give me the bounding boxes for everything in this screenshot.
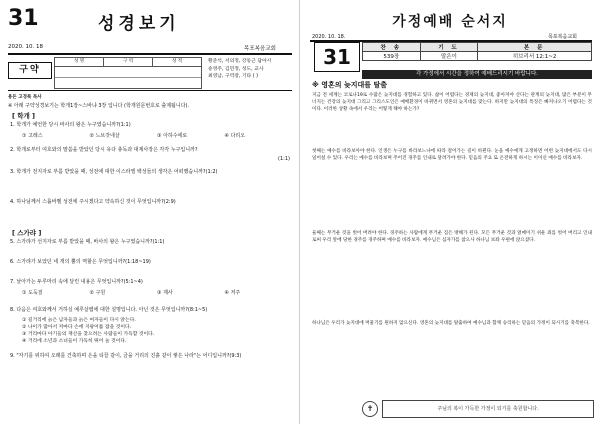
question-8: 8. 다음은 여호와께서 거하실 예루살렘에 대한 설명입니다. 아닌 것은 무엇입니까?(8:1~5) xyxy=(10,307,208,313)
sermon-title: ※ 영혼의 늦지대를 탈출 xyxy=(312,81,387,89)
section-haggai: [ 학개 ] xyxy=(12,112,36,120)
question-4: 4. 하나님께서 스룹바벨 성전에 주시겠다고 약속하신 것이 무엇입니까?(2:9) xyxy=(10,199,176,205)
option[interactable]: ④ 다리오 xyxy=(224,133,246,139)
category-list xyxy=(208,58,271,81)
option[interactable]: ① 고레스 xyxy=(22,133,43,139)
page-title: 가정예배 순서지 xyxy=(392,14,508,30)
header-prayer: 기 도 xyxy=(420,43,478,52)
option[interactable]: ② 느브갓네살 xyxy=(89,133,120,139)
question-1-options xyxy=(22,132,292,139)
question-2-ref: (1:1) xyxy=(278,156,290,162)
issue-date: 2020. 10. 18. xyxy=(312,34,346,40)
option[interactable]: ③ 거리마다 아기들의 재산을 찾으려는 사람들이 가득할 것이다. xyxy=(22,332,155,337)
option[interactable]: ② 구원 xyxy=(89,290,106,296)
issue-number: 31 xyxy=(8,6,39,31)
divider xyxy=(8,53,292,55)
page-title: 성경보기 xyxy=(98,14,180,34)
testament-label: 구약 xyxy=(8,62,52,79)
question-7-options xyxy=(22,289,292,296)
cross-icon: ✝ xyxy=(362,401,378,417)
hymn-value: 539장 xyxy=(363,52,421,61)
sermon-paragraph: 하나님은 우리가 늦지대에 머물기를 원하지 않으신다. 영혼의 늦지대를 탈출하여 예수님과 함께 승리하는 믿음의 가정이 되시기를 축복한다. xyxy=(312,321,590,326)
option[interactable]: ② 나이가 많아서 저마다 손에 지팡이를 잡을 것이다. xyxy=(22,325,132,330)
sermon-paragraph: 지금 전 세계는 코로나19로 수많은 늦지대를 경험하고 있다. 삶이 어렵다는 경제의 늦지대, 좋아져야 산다는 관계의 늦지대, 많은 부분이 무너지는 건강의 늦지대 그리고 그리스도인은 예배환경이 바뀌면서 영혼의 늦지대를 맞는다. 하지만 늦지대의 특징은 빠져나오기 어렵다는 것이다. 이러한 상황 속에서 우리는 어떻게 해야 하는가? xyxy=(312,93,592,112)
worship-order-page xyxy=(300,0,600,424)
grid-header-score: 성 적 xyxy=(171,59,183,64)
option[interactable]: ③ 제사 xyxy=(157,290,173,296)
church-name: 목포복음교회 xyxy=(244,46,276,52)
prayer-value: 말은이 xyxy=(420,52,478,61)
notice-banner: 각 가정에서 시간을 정하여 예배드리시기 바랍니다. xyxy=(362,70,592,79)
header-scripture: 본 문 xyxy=(478,43,592,52)
question-1: 1. 학개가 예언한 당시 바사의 왕은 누구였습니까?(1:1) xyxy=(10,122,131,128)
category-line: 황준석, 서의정, 강동근 담아시 xyxy=(208,59,272,64)
question-3: 3. 학개가 전지자로 부름 받았을 때, 성전에 대한 이스라엘 백성들의 생각은 어떠했습니까?(1:2) xyxy=(10,169,218,175)
footer-blessing: 주님의 복이 가득한 가정이 되기를 축원합니다. xyxy=(382,400,594,418)
score-grid xyxy=(54,57,202,89)
worship-order-table xyxy=(362,42,592,61)
header-hymn: 찬 송 xyxy=(363,43,421,52)
option[interactable]: ① 길거리에 늙은 남자들과 늙은 여자들이 다시 앉는다. xyxy=(22,318,136,323)
question-8-options xyxy=(22,317,292,345)
church-name: 목포복음교회 xyxy=(548,34,577,40)
divider xyxy=(8,90,292,91)
issue-number: 31 xyxy=(314,42,360,72)
grid-row[interactable] xyxy=(55,78,201,88)
question-7: 7. 날아가는 두루마리 속에 달린 내용은 무엇입니까?(5:1~4) xyxy=(10,279,143,285)
question-9: 9. "자기를 위하여 오래를 건축하며 은을 티끌 같이, 금을 거리의 진흙 같이 쌓은 나라"는 어디입니까?(9:3) xyxy=(10,353,242,359)
option[interactable]: ④ 저주 xyxy=(224,290,241,296)
intro-text: ※ 아래 구약성경보기는 학개1장~스바냐 3장 입니다 (학개원문번호로 출제됩니다). xyxy=(8,103,190,109)
option[interactable]: ③ 아하수에로 xyxy=(157,133,188,139)
option[interactable]: ① 도둑질 xyxy=(22,290,43,296)
question-5: 5. 스가랴가 선지자로 부름 받았을 때, 바사의 왕은 누구였습니까?(1:1) xyxy=(10,239,165,245)
question-2: 2. 학개로부터 여호와의 말씀을 받았던 당시 유다 총독과 대제사장은 각각 누구입니까? xyxy=(10,147,198,153)
grid-header-name: 성 명 xyxy=(55,58,104,66)
sermon-paragraph: 둘째는 무거운 것을 벗어 버려야 한다. 경주하는 사람에게 무거운 짐은 방해가 된다. 모든 무거운 것과 얽매이기 쉬운 죄를 벗어 버리고 인내로써 우리 앞에 당한 경주를 경주하며 예수를 바라보자. 예수님은 십자가를 참으사 하나님 보좌 우편에 앉으셨다. xyxy=(312,231,592,243)
grid-header-district: 구 역 xyxy=(104,58,153,66)
grid-row[interactable] xyxy=(55,67,201,78)
author-note: 용돈 고경록 목사 xyxy=(8,95,42,100)
scripture-value: 히브리서 12:1~2 xyxy=(478,52,592,61)
section-zechariah: [ 스가랴 ] xyxy=(12,229,42,237)
category-line: 송영주, 김민정, 성도, 교사 xyxy=(208,66,264,72)
option[interactable]: ④ 거리에 소년과 소녀들이 가득히 뛰어 놀 것이다. xyxy=(22,339,127,344)
issue-date: 2020. 10. 18 xyxy=(8,44,43,50)
category-line: 최영남, 구역장, 기타 ( ) xyxy=(208,74,258,79)
question-6: 6. 스가랴가 보았던 네 개의 뿔의 역할은 무엇입니까?(1:18~19) xyxy=(10,259,151,265)
sermon-paragraph: 첫째는 예수를 바라보아야 한다. 인생은 누구를 바라보느냐에 따라 걸어가는 길이 바뀐다. 눈을 예수에게 고정하면 어떤 늦지대에서도 다시 일어설 수 있다. 우리는 예수를 바라보며 주어진 경주를 인내로 달려가야 한다. 믿음의 주요 또 온전하게 하시는 이이신 예수를 바라보자. xyxy=(312,149,592,161)
